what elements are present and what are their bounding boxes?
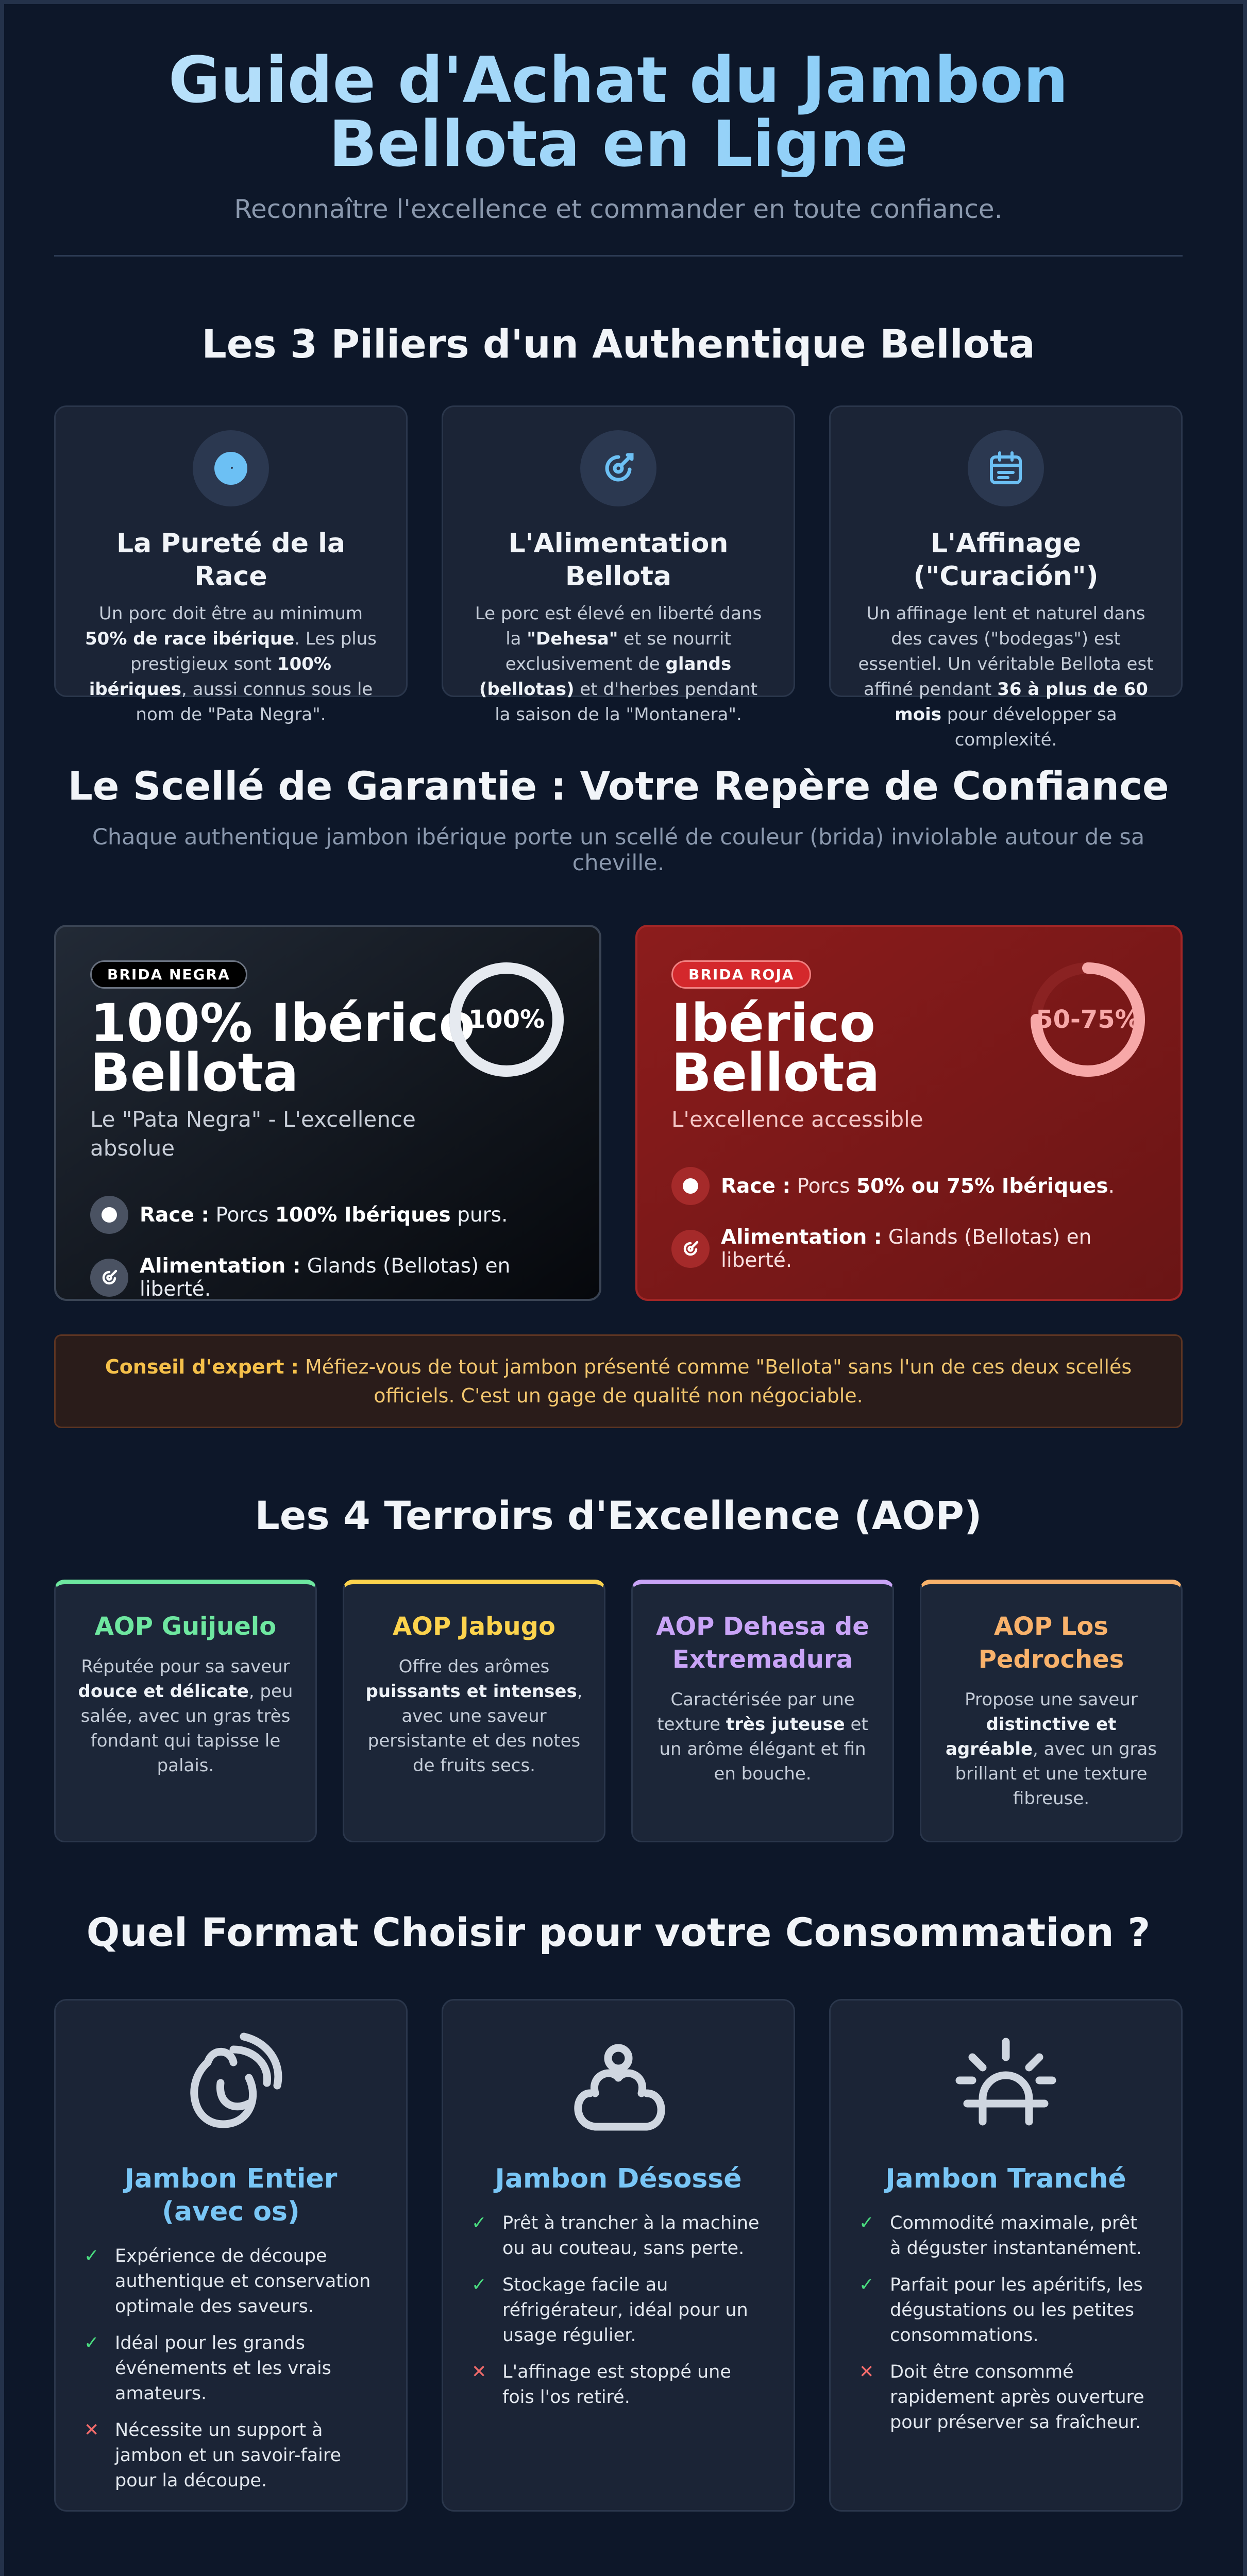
- con-point: ✕ Nécessite un support à jambon et un savoir-faire pour la découpe.: [84, 2418, 378, 2494]
- seal-subtitle: L'excellence accessible: [671, 1107, 923, 1132]
- pro-point: ✓ Parfait pour les apéritifs, les dégustations ou les petites consommations.: [859, 2273, 1153, 2348]
- pro-point: ✓ Stockage facile au réfrigérateur, idéal pour un usage régulier.: [471, 2273, 765, 2348]
- format-title: Jambon Désossé: [495, 2163, 742, 2194]
- format-card-boneless: [442, 1999, 795, 2512]
- check-icon: ✓: [84, 2333, 99, 2353]
- page-title: [54, 44, 1183, 181]
- boneless-ham-icon: [559, 2026, 678, 2145]
- sliced-ham-icon: [947, 2026, 1065, 2145]
- format-points: [859, 2211, 1153, 2435]
- pillar-title: L'Alimentation Bellota: [508, 528, 729, 592]
- con-point: ✕ L'affinage est stoppé une fois l'os retiré.: [471, 2360, 765, 2410]
- pro-point: ✓ Prêt à trancher à la machine ou au couteau, sans perte.: [471, 2211, 765, 2261]
- terroir-title: AOP Jabugo: [393, 1612, 555, 1641]
- terroir-card-extremadura: [631, 1580, 894, 1842]
- calendar-icon: [968, 430, 1044, 506]
- purity-ring-black: [447, 960, 566, 1079]
- check-icon: ✓: [471, 2213, 487, 2233]
- food-row: Alimentation : Glands (Bellotas) en liberté.: [90, 1255, 565, 1301]
- seal-title: 100% Ibérico Bellota: [90, 993, 475, 1104]
- dna-icon: [671, 1167, 710, 1205]
- cross-icon: ✕: [84, 2420, 99, 2441]
- formats-section: [54, 1909, 1183, 2512]
- pillar-text: Un porc doit être au minimum 50% de race ibérique. Les plus prestigieux sont 100% ibériques, aussi connus sous le nom de "Pata Negra".: [85, 603, 377, 725]
- pillar-card-food: [442, 405, 795, 725]
- con-point: ✕ Doit être consommé rapidement après ouverture pour préserver sa fraîcheur.: [859, 2360, 1153, 2435]
- check-icon: ✓: [859, 2275, 874, 2295]
- pillars-title: Les 3 Piliers d'un Authentique Bellota: [201, 321, 1035, 367]
- pro-point: ✓ Idéal pour les grands événements et les vrais amateurs.: [84, 2331, 378, 2406]
- ham-leg-icon: [172, 2026, 290, 2145]
- brida-negra-badge: BRIDA NEGRA: [90, 960, 247, 989]
- race-row: Race : Porcs 100% Ibériques purs.: [90, 1196, 565, 1234]
- terroirs-section: [54, 1493, 1183, 1842]
- seals-grid: [54, 925, 1183, 1301]
- page-subtitle: Reconnaître l'excellence et commander en toute confiance.: [234, 194, 1003, 224]
- seal-subtitle: Le "Pata Negra" - L'excellence absolue: [90, 1107, 416, 1161]
- ring-label: 100%: [468, 1005, 545, 1034]
- cross-icon: ✕: [471, 2362, 487, 2382]
- advice-text: Méfiez-vous de tout jambon présenté comme "Bellota" sans l'un de ces deux scellés officiels. C'est un gage de qualité non négociable.: [298, 1355, 1132, 1407]
- pillar-title: La Pureté de la Race: [116, 528, 346, 592]
- acorn-icon: [90, 1259, 128, 1297]
- seal-title: Ibérico Bellota: [671, 993, 880, 1104]
- terroir-text: Propose une saveur distinctive et agréable, avec un gras brillant et une texture fibreuse.: [945, 1689, 1157, 1809]
- pillars-section: [54, 321, 1183, 750]
- pillar-card-race: [54, 405, 408, 725]
- acorn-icon: [671, 1230, 710, 1268]
- seals-subtitle: Chaque authentique jambon ibérique porte un scellé de couleur (brida) inviolable autour de sa cheville.: [92, 824, 1145, 876]
- terroirs-title: Les 4 Terroirs d'Excellence (AOP): [255, 1493, 982, 1538]
- seals-title: Le Scellé de Garantie : Votre Repère de Confiance: [68, 763, 1169, 809]
- formats-grid: [54, 1999, 1183, 2512]
- purity-ring-red: [1029, 960, 1147, 1079]
- terroirs-grid: [54, 1580, 1183, 1842]
- ring-label: 50-75%: [1036, 1005, 1140, 1034]
- check-icon: ✓: [471, 2275, 487, 2295]
- format-points: [471, 2211, 765, 2410]
- check-icon: ✓: [859, 2213, 874, 2233]
- formats-title: Quel Format Choisir pour votre Consommation ?: [86, 1909, 1151, 1955]
- seal-card-black: [54, 925, 601, 1301]
- seal-card-red: [635, 925, 1183, 1301]
- terroir-text: Caractérisée par une texture très juteuse et un arôme élégant et fin en bouche.: [657, 1689, 868, 1784]
- terroir-title: AOP Los Pedroches: [978, 1612, 1124, 1674]
- pillar-title: L'Affinage ("Curación"): [913, 528, 1099, 592]
- format-title: Jambon Tranché: [885, 2163, 1126, 2194]
- page-content: [54, 0, 1183, 2576]
- format-points: [84, 2244, 378, 2494]
- pro-point: ✓ Commodité maximale, prêt à déguster instantanément.: [859, 2211, 1153, 2261]
- cross-icon: ✕: [859, 2362, 874, 2382]
- advice-label: Conseil d'expert :: [105, 1355, 299, 1378]
- format-title: Jambon Entier (avec os): [124, 2163, 338, 2227]
- pillars-grid: [54, 405, 1183, 750]
- terroir-title: AOP Dehesa de Extremadura: [656, 1612, 869, 1674]
- pillar-text: Le porc est élevé en liberté dans la "Dehesa" et se nourrit exclusivement de glands (bellotas) et d'herbes pendant la saison de la "Montanera".: [475, 603, 762, 725]
- pro-point: ✓ Expérience de découpe authentique et conservation optimale des saveurs.: [84, 2244, 378, 2319]
- dna-icon: [90, 1196, 128, 1234]
- brida-roja-badge: BRIDA ROJA: [671, 960, 811, 989]
- food-row: Alimentation : Glands (Bellotas) en liberté.: [671, 1226, 1147, 1272]
- format-card-sliced: [829, 1999, 1183, 2512]
- pillar-text: Un affinage lent et naturel dans des caves ("bodegas") est essentiel. Un véritable Bellota est affiné pendant 36 à plus de 60 mois pour développer sa complexité.: [858, 603, 1154, 750]
- title-line-2: Bellota en Ligne: [329, 108, 908, 181]
- acorn-icon: [580, 430, 656, 506]
- terroir-title: AOP Guijuelo: [94, 1612, 277, 1641]
- seals-section: [54, 763, 1183, 1428]
- pillar-card-aging: [829, 405, 1183, 750]
- header-divider: [54, 255, 1183, 257]
- terroir-card-pedroches: [920, 1580, 1183, 1842]
- race-row: Race : Porcs 50% ou 75% Ibériques.: [671, 1167, 1147, 1205]
- format-card-whole: [54, 1999, 408, 2512]
- title-line-1: Guide d'Achat du Jambon: [168, 44, 1069, 117]
- terroir-text: Offre des arômes puissants et intenses, avec une saveur persistante et des notes de fruits secs.: [365, 1656, 583, 1776]
- terroir-text: Réputée pour sa saveur douce et délicate, peu salée, avec un gras très fondant qui tapisse le palais.: [78, 1656, 293, 1776]
- dna-icon: [193, 430, 269, 506]
- header: [54, 0, 1183, 224]
- expert-advice-box: [54, 1334, 1183, 1428]
- terroir-card-guijuelo: [54, 1580, 317, 1842]
- terroir-card-jabugo: [343, 1580, 605, 1842]
- check-icon: ✓: [84, 2246, 99, 2266]
